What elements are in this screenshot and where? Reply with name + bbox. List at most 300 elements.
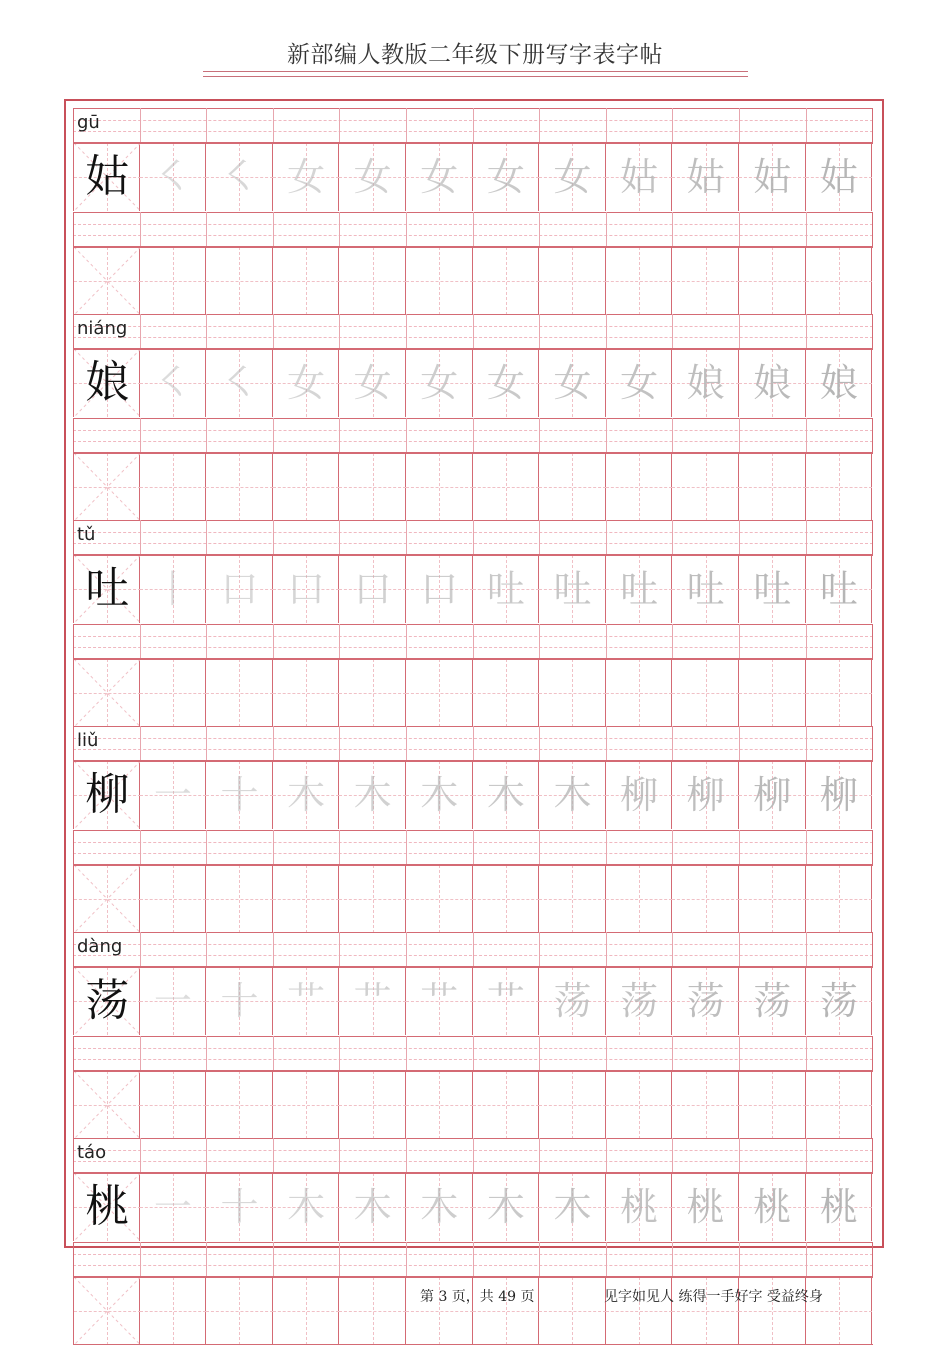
guide-line bbox=[539, 487, 606, 488]
grid-line bbox=[206, 624, 207, 658]
stroke-step: 女 bbox=[553, 361, 592, 405]
practice-cell[interactable] bbox=[806, 247, 873, 315]
practice-cell[interactable] bbox=[806, 865, 873, 933]
character-block bbox=[73, 108, 873, 314]
practice-cell[interactable] bbox=[606, 247, 673, 315]
grid-line bbox=[473, 830, 474, 864]
stroke-step: 吐 bbox=[753, 567, 792, 611]
practice-cell[interactable] bbox=[806, 453, 873, 521]
grid-line bbox=[606, 1036, 607, 1070]
practice-cell[interactable] bbox=[273, 349, 340, 417]
guide-line bbox=[539, 1105, 606, 1106]
stroke-step: 荡 bbox=[686, 979, 725, 1023]
practice-cell[interactable] bbox=[539, 349, 606, 417]
grid-line bbox=[672, 830, 673, 864]
guide-line bbox=[206, 487, 273, 488]
stroke-step: 女 bbox=[287, 361, 326, 405]
page-title: 新部编人教版二年级下册写字表字帖 bbox=[287, 42, 663, 68]
practice-cell[interactable] bbox=[406, 967, 473, 1035]
stroke-step: 柳 bbox=[753, 773, 792, 817]
grid-line bbox=[539, 1036, 540, 1070]
grid-line bbox=[872, 212, 873, 246]
grid-line bbox=[739, 108, 740, 142]
practice-cell[interactable] bbox=[473, 453, 540, 521]
practice-cell[interactable] bbox=[140, 659, 207, 727]
stroke-step: 桃 bbox=[753, 1185, 792, 1229]
practice-cell[interactable] bbox=[406, 143, 473, 211]
model-character: 荡 bbox=[85, 975, 130, 1026]
grid-line bbox=[672, 932, 673, 966]
guide-line bbox=[406, 1311, 473, 1312]
practice-cell[interactable] bbox=[473, 967, 540, 1035]
guide-line bbox=[739, 693, 806, 694]
guide-line bbox=[606, 281, 673, 282]
guide-line bbox=[539, 899, 606, 900]
grid-line bbox=[339, 830, 340, 864]
practice-cell[interactable] bbox=[273, 247, 340, 315]
grid-line bbox=[73, 659, 873, 660]
grid-line bbox=[273, 212, 274, 246]
practice-cell[interactable] bbox=[339, 659, 406, 727]
practice-cell[interactable] bbox=[539, 1071, 606, 1139]
practice-cell[interactable] bbox=[539, 1277, 606, 1345]
guide-line bbox=[339, 1311, 406, 1312]
stroke-step: 荡 bbox=[819, 979, 858, 1023]
grid-line bbox=[739, 314, 740, 348]
grid-line bbox=[473, 520, 474, 554]
grid-line bbox=[273, 726, 274, 760]
practice-row bbox=[73, 247, 873, 315]
practice-cell[interactable] bbox=[273, 659, 340, 727]
practice-cell[interactable] bbox=[473, 143, 540, 211]
practice-cell[interactable] bbox=[539, 967, 606, 1035]
stroke-step: 姑 bbox=[620, 155, 659, 199]
grid-line bbox=[539, 314, 540, 348]
stroke-step: 木 bbox=[486, 1185, 525, 1229]
grid-line bbox=[672, 212, 673, 246]
grid-line bbox=[539, 726, 540, 760]
practice-cell[interactable] bbox=[206, 1277, 273, 1345]
stroke-step: 木 bbox=[353, 773, 392, 817]
practice-cell[interactable] bbox=[739, 659, 806, 727]
practice-cell[interactable] bbox=[140, 1071, 207, 1139]
grid-line bbox=[273, 932, 274, 966]
practice-cell[interactable] bbox=[206, 453, 273, 521]
practice-cell[interactable] bbox=[206, 1173, 273, 1241]
grid-line bbox=[339, 1138, 340, 1172]
practice-cell[interactable] bbox=[606, 453, 673, 521]
practice-cell[interactable] bbox=[606, 967, 673, 1035]
grid-line bbox=[73, 418, 74, 452]
practice-cell[interactable] bbox=[206, 1071, 273, 1139]
practice-cell[interactable] bbox=[539, 761, 606, 829]
pinyin-band bbox=[73, 314, 873, 348]
grid-line bbox=[73, 108, 74, 142]
practice-cell[interactable] bbox=[339, 1277, 406, 1345]
guide-line bbox=[739, 1311, 806, 1312]
guide-line bbox=[206, 693, 273, 694]
practice-cell[interactable] bbox=[406, 247, 473, 315]
practice-cell[interactable] bbox=[273, 143, 340, 211]
guide-line bbox=[273, 899, 340, 900]
grid-line bbox=[739, 830, 740, 864]
grid-line bbox=[73, 761, 873, 762]
practice-cell[interactable] bbox=[739, 453, 806, 521]
practice-cell[interactable] bbox=[739, 967, 806, 1035]
grid-line bbox=[73, 143, 873, 144]
practice-cell[interactable] bbox=[339, 1173, 406, 1241]
practice-cell[interactable] bbox=[273, 967, 340, 1035]
practice-cell[interactable] bbox=[473, 555, 540, 623]
practice-cell[interactable] bbox=[672, 967, 739, 1035]
practice-cell[interactable] bbox=[206, 555, 273, 623]
practice-cell[interactable] bbox=[606, 349, 673, 417]
grid-line bbox=[473, 1036, 474, 1070]
practice-cell[interactable] bbox=[140, 453, 207, 521]
grid-line bbox=[73, 247, 873, 248]
guide-line bbox=[473, 1105, 540, 1106]
practice-cell[interactable] bbox=[739, 865, 806, 933]
stroke-step: 女 bbox=[287, 155, 326, 199]
stroke-step: 娘 bbox=[753, 361, 792, 405]
grid-line bbox=[73, 212, 74, 246]
practice-cell[interactable] bbox=[206, 247, 273, 315]
practice-cell[interactable] bbox=[473, 349, 540, 417]
practice-cell[interactable] bbox=[339, 349, 406, 417]
practice-cell[interactable] bbox=[539, 865, 606, 933]
guide-line bbox=[539, 693, 606, 694]
practice-cell[interactable] bbox=[473, 1071, 540, 1139]
guide-line bbox=[806, 693, 873, 694]
practice-cell[interactable] bbox=[672, 247, 739, 315]
practice-cell[interactable] bbox=[672, 349, 739, 417]
practice-cell[interactable] bbox=[339, 453, 406, 521]
model-character: 吐 bbox=[85, 563, 130, 614]
practice-cell[interactable] bbox=[672, 143, 739, 211]
practice-cell[interactable] bbox=[473, 761, 540, 829]
practice-cell[interactable] bbox=[206, 761, 273, 829]
guide-line bbox=[273, 281, 340, 282]
practice-cell[interactable] bbox=[606, 1071, 673, 1139]
grid-line bbox=[739, 1138, 740, 1172]
practice-cell[interactable] bbox=[806, 967, 873, 1035]
practice-cell[interactable] bbox=[273, 1173, 340, 1241]
practice-cell[interactable] bbox=[806, 1071, 873, 1139]
stroke-step: 一 bbox=[153, 979, 192, 1023]
stroke-step: 木 bbox=[287, 1185, 326, 1229]
practice-cell[interactable] bbox=[806, 659, 873, 727]
practice-cell[interactable] bbox=[140, 1173, 207, 1241]
grid-line bbox=[73, 453, 873, 454]
grid-line bbox=[406, 212, 407, 246]
practice-cell[interactable] bbox=[273, 1277, 340, 1345]
stroke-step: 艹 bbox=[353, 979, 392, 1023]
stroke-step: 姑 bbox=[686, 155, 725, 199]
grid-line bbox=[406, 624, 407, 658]
practice-row bbox=[73, 865, 873, 933]
grid-line bbox=[473, 1138, 474, 1172]
practice-cell[interactable] bbox=[739, 761, 806, 829]
practice-cell[interactable] bbox=[606, 555, 673, 623]
grid-line bbox=[806, 212, 807, 246]
practice-cell[interactable] bbox=[539, 247, 606, 315]
guide-line bbox=[672, 1311, 739, 1312]
grid-line bbox=[273, 624, 274, 658]
practice-cell[interactable] bbox=[473, 1173, 540, 1241]
guide-line bbox=[339, 1105, 406, 1106]
stroke-step: 吐 bbox=[620, 567, 659, 611]
practice-cell[interactable] bbox=[672, 1071, 739, 1139]
practice-cell[interactable] bbox=[206, 143, 273, 211]
practice-cell[interactable] bbox=[739, 143, 806, 211]
grid-line bbox=[872, 1242, 873, 1276]
practice-cell[interactable] bbox=[206, 967, 273, 1035]
stroke-step: 娘 bbox=[819, 361, 858, 405]
guide-line bbox=[406, 281, 473, 282]
practice-cell[interactable] bbox=[539, 659, 606, 727]
grid-line bbox=[73, 830, 74, 864]
practice-cell[interactable] bbox=[539, 143, 606, 211]
practice-cell[interactable] bbox=[406, 1071, 473, 1139]
practice-cell[interactable] bbox=[539, 453, 606, 521]
grid-line bbox=[806, 418, 807, 452]
grid-line bbox=[539, 520, 540, 554]
practice-cell[interactable] bbox=[606, 659, 673, 727]
grid-line bbox=[672, 726, 673, 760]
practice-cell[interactable] bbox=[539, 555, 606, 623]
grid-line bbox=[339, 520, 340, 554]
practice-cell[interactable] bbox=[672, 1173, 739, 1241]
guide-line bbox=[339, 693, 406, 694]
practice-cell[interactable] bbox=[406, 453, 473, 521]
grid-line bbox=[672, 624, 673, 658]
practice-cell[interactable] bbox=[140, 143, 207, 211]
diagonal-guide bbox=[74, 247, 140, 315]
grid-line bbox=[206, 520, 207, 554]
stroke-step: 艹 bbox=[486, 979, 525, 1023]
grid-line bbox=[206, 932, 207, 966]
grid-line bbox=[73, 726, 74, 760]
practice-cell[interactable] bbox=[273, 453, 340, 521]
practice-cell[interactable] bbox=[140, 247, 207, 315]
guide-line bbox=[339, 899, 406, 900]
guide-line bbox=[606, 899, 673, 900]
separator-band bbox=[73, 418, 873, 452]
grid-line bbox=[806, 108, 807, 142]
guide-line bbox=[739, 281, 806, 282]
practice-cell bbox=[73, 555, 140, 623]
character-block bbox=[73, 520, 873, 726]
stroke-step: ㇛ bbox=[220, 361, 259, 405]
grid-line bbox=[473, 932, 474, 966]
practice-cell[interactable] bbox=[140, 761, 207, 829]
practice-cell[interactable] bbox=[806, 143, 873, 211]
practice-cell[interactable] bbox=[606, 1173, 673, 1241]
grid-line bbox=[140, 1242, 141, 1276]
practice-cell[interactable] bbox=[606, 143, 673, 211]
guide-line bbox=[273, 693, 340, 694]
guide-line bbox=[739, 899, 806, 900]
stroke-step: 女 bbox=[620, 361, 659, 405]
practice-cell[interactable] bbox=[806, 1173, 873, 1241]
practice-cell[interactable] bbox=[140, 555, 207, 623]
practice-cell[interactable] bbox=[539, 1173, 606, 1241]
character-row bbox=[73, 349, 873, 417]
pinyin-label: liǔ bbox=[77, 730, 99, 751]
practice-cell[interactable] bbox=[273, 865, 340, 933]
practice-cell[interactable] bbox=[739, 1173, 806, 1241]
grid-line bbox=[539, 1138, 540, 1172]
guide-line bbox=[539, 281, 606, 282]
practice-cell[interactable] bbox=[206, 865, 273, 933]
stroke-step: 荡 bbox=[753, 979, 792, 1023]
practice-cell[interactable] bbox=[140, 865, 207, 933]
grid-line bbox=[872, 1138, 873, 1172]
practice-cell[interactable] bbox=[739, 555, 806, 623]
grid-line bbox=[739, 1036, 740, 1070]
guide-line bbox=[140, 281, 207, 282]
diagonal-guide bbox=[74, 659, 140, 727]
grid-line bbox=[806, 726, 807, 760]
stroke-step: 女 bbox=[353, 361, 392, 405]
practice-cell[interactable] bbox=[339, 761, 406, 829]
stroke-step: 口 bbox=[353, 567, 392, 611]
practice-cell[interactable] bbox=[672, 555, 739, 623]
practice-cell[interactable] bbox=[140, 349, 207, 417]
stroke-step: ㇛ bbox=[153, 361, 192, 405]
grid-line bbox=[73, 967, 873, 968]
grid-line bbox=[140, 108, 141, 142]
grid-line bbox=[473, 314, 474, 348]
stroke-step: 女 bbox=[486, 155, 525, 199]
practice-cell[interactable] bbox=[339, 143, 406, 211]
practice-cell[interactable] bbox=[672, 865, 739, 933]
grid-line bbox=[406, 830, 407, 864]
grid-line bbox=[806, 830, 807, 864]
practice-row bbox=[73, 659, 873, 727]
character-row bbox=[73, 143, 873, 211]
practice-cell[interactable] bbox=[473, 247, 540, 315]
practice-cell bbox=[73, 1173, 140, 1241]
practice-cell[interactable] bbox=[406, 555, 473, 623]
grid-line bbox=[806, 1138, 807, 1172]
stroke-step: 桃 bbox=[819, 1185, 858, 1229]
grid-line bbox=[872, 624, 873, 658]
grid-line bbox=[806, 1242, 807, 1276]
pinyin-label: táo bbox=[77, 1142, 107, 1163]
practice-cell[interactable] bbox=[672, 761, 739, 829]
practice-cell[interactable] bbox=[406, 659, 473, 727]
practice-cell[interactable] bbox=[406, 349, 473, 417]
guide-line bbox=[539, 1311, 606, 1312]
grid-line bbox=[406, 726, 407, 760]
grid-line bbox=[539, 624, 540, 658]
practice-cell[interactable] bbox=[273, 761, 340, 829]
practice-cell[interactable] bbox=[672, 659, 739, 727]
practice-cell[interactable] bbox=[806, 761, 873, 829]
practice-row bbox=[73, 453, 873, 521]
practice-cell[interactable] bbox=[140, 1277, 207, 1345]
practice-cell bbox=[73, 1071, 140, 1139]
grid-line bbox=[140, 624, 141, 658]
guide-line bbox=[606, 1311, 673, 1312]
practice-cell[interactable] bbox=[406, 865, 473, 933]
practice-cell[interactable] bbox=[339, 247, 406, 315]
practice-cell[interactable] bbox=[273, 555, 340, 623]
grid-line bbox=[406, 932, 407, 966]
practice-cell[interactable] bbox=[339, 1071, 406, 1139]
practice-cell[interactable] bbox=[473, 659, 540, 727]
grid-line bbox=[273, 1036, 274, 1070]
practice-cell[interactable] bbox=[406, 761, 473, 829]
grid-line bbox=[339, 932, 340, 966]
practice-cell[interactable] bbox=[206, 659, 273, 727]
practice-cell bbox=[73, 659, 140, 727]
guide-line bbox=[406, 487, 473, 488]
grid-line bbox=[206, 830, 207, 864]
grid-line bbox=[539, 932, 540, 966]
grid-line bbox=[339, 212, 340, 246]
grid-line bbox=[339, 726, 340, 760]
stroke-step: 口 bbox=[287, 567, 326, 611]
practice-cell[interactable] bbox=[273, 1071, 340, 1139]
practice-cell[interactable] bbox=[806, 349, 873, 417]
practice-cell[interactable] bbox=[406, 1173, 473, 1241]
guide-line bbox=[739, 1105, 806, 1106]
stroke-step: 柳 bbox=[620, 773, 659, 817]
practice-cell[interactable] bbox=[206, 349, 273, 417]
stroke-step: 木 bbox=[553, 1185, 592, 1229]
practice-cell[interactable] bbox=[739, 349, 806, 417]
practice-cell bbox=[73, 1277, 140, 1345]
grid-line bbox=[672, 1036, 673, 1070]
grid-line bbox=[273, 1242, 274, 1276]
grid-line bbox=[140, 212, 141, 246]
grid-line bbox=[539, 418, 540, 452]
practice-cell[interactable] bbox=[339, 967, 406, 1035]
practice-cell[interactable] bbox=[672, 453, 739, 521]
grid-line bbox=[140, 1036, 141, 1070]
grid-line bbox=[806, 520, 807, 554]
grid-line bbox=[273, 520, 274, 554]
grid-line bbox=[140, 726, 141, 760]
guide-line bbox=[473, 1311, 540, 1312]
guide-line bbox=[672, 1105, 739, 1106]
practice-cell[interactable] bbox=[473, 865, 540, 933]
grid-line bbox=[672, 108, 673, 142]
practice-cell[interactable] bbox=[739, 1071, 806, 1139]
practice-row bbox=[73, 1071, 873, 1139]
grid-line bbox=[606, 520, 607, 554]
grid-line bbox=[73, 314, 74, 348]
character-block bbox=[73, 726, 873, 932]
pinyin-label: niáng bbox=[77, 318, 128, 339]
grid-line bbox=[539, 830, 540, 864]
practice-cell[interactable] bbox=[140, 967, 207, 1035]
grid-line bbox=[140, 1138, 141, 1172]
practice-cell[interactable] bbox=[806, 555, 873, 623]
practice-cell[interactable] bbox=[606, 761, 673, 829]
grid-line bbox=[739, 212, 740, 246]
practice-cell[interactable] bbox=[339, 555, 406, 623]
practice-cell[interactable] bbox=[739, 247, 806, 315]
practice-cell[interactable] bbox=[606, 865, 673, 933]
practice-cell[interactable] bbox=[339, 865, 406, 933]
grid-line bbox=[672, 418, 673, 452]
practice-cell bbox=[73, 865, 140, 933]
stroke-step: 一 bbox=[153, 1185, 192, 1229]
stroke-step: 十 bbox=[220, 979, 259, 1023]
